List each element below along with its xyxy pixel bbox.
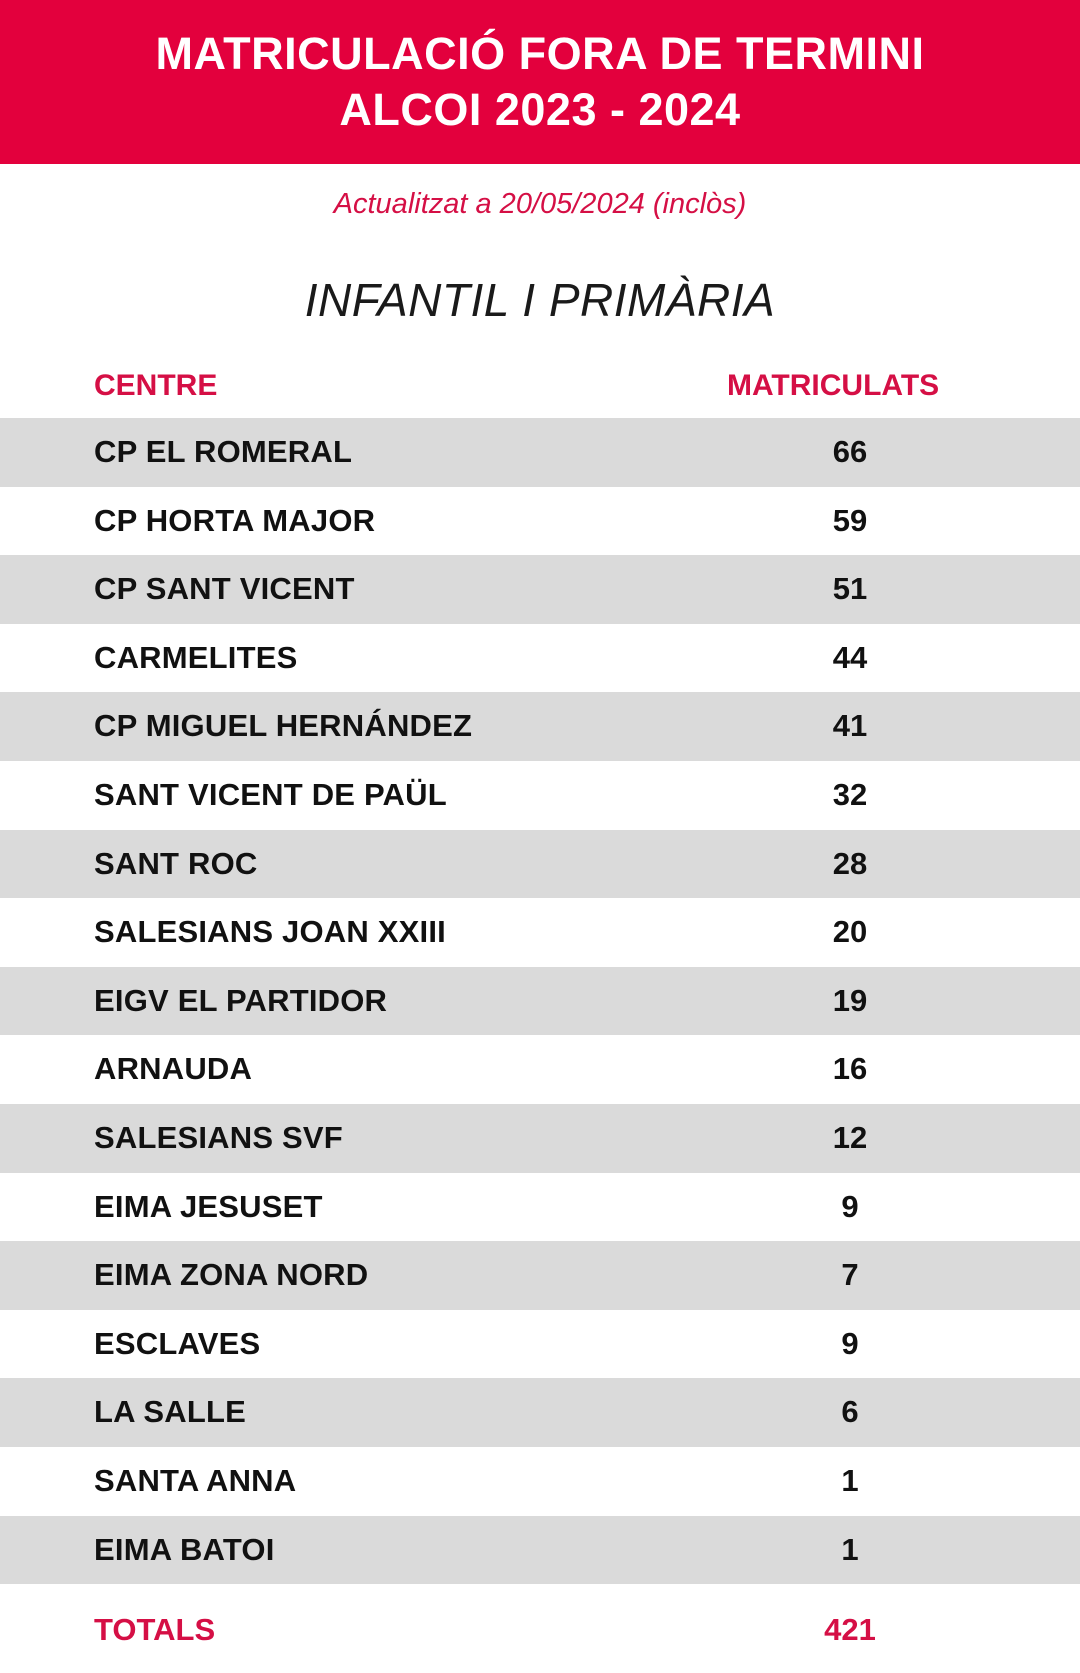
matriculats-count: 1 [841, 1531, 859, 1567]
updated-date: Actualitzat a 20/05/2024 (inclòs) [333, 188, 747, 220]
matriculats-count: 51 [832, 571, 868, 607]
column-header-matriculats: MATRICULATS [727, 369, 940, 402]
table-row [0, 1447, 1080, 1516]
centre-name: CARMELITES [94, 639, 298, 675]
centre-name: ESCLAVES [94, 1325, 261, 1361]
centre-name: CP EL ROMERAL [94, 434, 353, 469]
matriculats-count: 16 [832, 1051, 868, 1087]
totals-label: TOTALS [94, 1612, 216, 1647]
matriculats-count: 6 [841, 1394, 859, 1430]
table-row [0, 898, 1080, 967]
centre-name: EIGV EL PARTIDOR [94, 982, 388, 1018]
table-row [0, 624, 1080, 693]
centre-name: SALESIANS JOAN XXIII [94, 914, 446, 950]
matriculats-count: 20 [832, 914, 868, 950]
centre-name: CP HORTA MAJOR [94, 502, 376, 538]
matriculats-count: 12 [832, 1119, 868, 1155]
centre-name: EIMA BATOI [94, 1531, 275, 1567]
matriculats-count: 32 [832, 776, 868, 812]
matriculats-count: 9 [841, 1325, 859, 1361]
table-row [0, 967, 1080, 1036]
matriculats-count: 59 [832, 502, 868, 538]
table-row [0, 1378, 1080, 1447]
table-row [0, 418, 1080, 487]
enrollment-table [0, 418, 1080, 1584]
page-title-line-1: MATRICULACIÓ FORA DE TERMINI [155, 28, 925, 79]
table-row [0, 487, 1080, 556]
matriculats-count: 28 [832, 845, 868, 881]
table-row [0, 1104, 1080, 1173]
matriculats-count: 44 [832, 639, 868, 675]
section-title: INFANTIL I PRIMÀRIA [304, 274, 776, 326]
table-row [0, 1173, 1080, 1242]
centre-name: ARNAUDA [94, 1051, 253, 1087]
centre-name: CP SANT VICENT [94, 571, 355, 607]
centre-name: SANT ROC [94, 845, 258, 881]
totals-value: 421 [824, 1612, 876, 1647]
centre-name: LA SALLE [94, 1394, 246, 1430]
matriculats-count: 7 [841, 1257, 859, 1293]
matriculats-count: 66 [832, 434, 868, 469]
centre-name: SANT VICENT DE PAÜL [94, 776, 447, 812]
page-title-line-2: ALCOI 2023 - 2024 [339, 84, 741, 135]
table-row [0, 830, 1080, 899]
column-header-centre: CENTRE [94, 369, 218, 402]
centre-name: CP MIGUEL HERNÁNDEZ [94, 708, 473, 744]
table-row [0, 555, 1080, 624]
centre-name: SALESIANS SVF [94, 1119, 343, 1155]
centre-name: SANTA ANNA [94, 1462, 297, 1498]
centre-name: EIMA ZONA NORD [94, 1257, 369, 1293]
header-banner [0, 0, 1080, 164]
matriculats-count: 9 [841, 1188, 859, 1224]
matriculats-count: 19 [832, 982, 868, 1018]
table-row [0, 1516, 1080, 1585]
table-row [0, 1035, 1080, 1104]
table-row [0, 1241, 1080, 1310]
table-row [0, 1310, 1080, 1379]
matriculats-count: 41 [832, 708, 868, 744]
centre-name: EIMA JESUSET [94, 1188, 323, 1224]
matriculats-count: 1 [841, 1462, 859, 1498]
table-row [0, 761, 1080, 830]
table-row [0, 692, 1080, 761]
